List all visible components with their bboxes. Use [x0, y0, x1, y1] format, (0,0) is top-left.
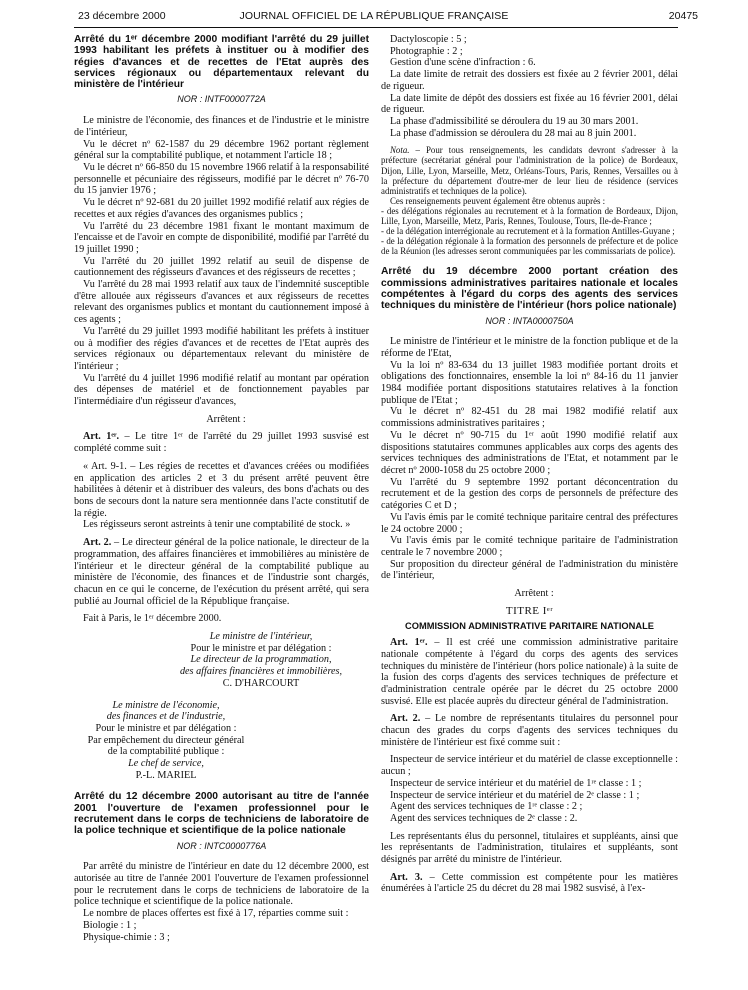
list-item: Agent des services techniques de 2ᵉ classe : 2. — [390, 812, 578, 824]
left-column — [74, 34, 369, 943]
article-quote: « Art. 9-1. – Les régies de recettes et d'avances créées ou modifiées en application des articles 2 et 3 du présent arrêté peuvent être habilitées à détenir et à distribuer des valeurs, des bons d'achats ou des bons de secours dont la nature sera mentionnée dans l'acte constitutif de la régie. — [74, 460, 369, 519]
header-rule — [74, 27, 678, 28]
titre-heading: TITRE Iᵉʳ — [505, 604, 554, 617]
decree-title: Arrêté du 1ᵉʳ décembre 2000 modifiant l'arrêté du 29 juillet 1993 habilitant les préfets à instituer ou à modifier des régies d'avances et de recettes de l'Etat auprès des services régionaux ou départementaux relevant du ministère de l'intérieur — [74, 34, 369, 91]
paragraph: Vu le décret nº 66-850 du 15 novembre 1966 relatif à la responsabilité personnelle et pécuniaire des régisseurs, modifié par le décret nº 76-70 du 15 janvier 1976 ; — [74, 162, 370, 197]
paragraph: Le nombre de places offertes est fixé à 17, réparties comme suit : — [83, 908, 349, 920]
list-item: Biologie : 1 ; — [83, 919, 137, 931]
section-heading: COMMISSION ADMINISTRATIVE PARITAIRE NATIONALE — [405, 621, 654, 632]
paragraph: La date limite de dépôt des dossiers est fixée au 16 février 2001, délai de rigueur. — [381, 92, 678, 116]
nota-list-item: - de la délégation régionale à la formation des personnels de préfecture et de police de la Réunion (les adresses seront communiquées par les commissariats de police). — [381, 236, 678, 257]
paragraph: Vu l'avis émis par le comité technique paritaire de l'administration centrale le 7 novembre 2000 ; — [381, 535, 678, 558]
paragraph: Les représentants élus du personnel, titulaires et suppléants, ainsi que les représentants de l'administration, titulaires et suppléants, sont désignés par arrêté du ministre de l'intérieur. — [381, 830, 678, 866]
paragraph: Le ministre de l'économie, des finances et de l'industrie et le ministre de l'intérieur, — [74, 115, 369, 138]
paragraph: La date limite de retrait des dossiers est fixée au 2 février 2001, délai de rigueur. — [381, 69, 678, 92]
article-3: Art. 3. – Cette commission est compétente pour les matières énumérées à l'article 25 du décret du 28 mai 1982 susvisé, à l'ex- — [381, 871, 678, 895]
signature-line: Pour le ministre et par délégation : — [190, 642, 332, 654]
signature-line: Le chef de service, — [128, 758, 204, 770]
nota-list-item: - des délégations régionales au recrutement et à la formation de Bordeaux, Dijon, Lille, Lyon, Marseille, Metz, Paris, Rennes, Toulouse, Tours, Ile-de-France ; — [381, 205, 678, 226]
paragraph: Sur proposition du directeur général de l'administration du ministère de l'intérieur, — [381, 558, 678, 582]
paragraph: Par arrêté du ministre de l'intérieur en date du 12 décembre 2000, est autorisée au titre de l'année 2001 l'ouverture de l'examen professionnel pour le recrutement dans le corps de techniciens de laboratoire de la police technique et scientifique de la police nationale. — [74, 861, 369, 908]
signature-block-economy — [74, 700, 249, 782]
paragraph: Vu le décret nº 82-451 du 28 mai 1982 modifié relatif aux commissions administratives paritaires ; — [381, 406, 678, 430]
paragraph: Vu le décret nº 92-681 du 20 juillet 1992 modifié relatif aux régies de recettes et aux régies d'avances des organismes publics ; — [74, 197, 369, 220]
signature-block-interior — [74, 631, 369, 690]
paragraph: Vu le décret nº 90-715 du 1ᵉʳ août 1990 modifié relatif aux dispositions statutaires communes applicables aux corps des agents des services techniques des administrations de l'Etat, et notamment par le décret nº 2000-1058 du 25 octobre 2000 ; — [381, 429, 678, 476]
article-1: Art. 1ᵉʳ. – Le titre 1ᵉʳ de l'arrêté du 29 juillet 1993 susvisé est complété comme suit : — [74, 431, 369, 455]
header-journal-title: JOURNAL OFFICIEL DE LA RÉPUBLIQUE FRANÇAISE — [239, 10, 509, 22]
paragraph: Vu l'arrêté du 23 décembre 1981 fixant le montant maximum de l'encaisse et de l'avoir en compte de disponibilité, modifié par l'arrêté du 19 juillet 1990 ; — [74, 220, 369, 255]
paragraph: Vu l'avis émis par le comité technique paritaire central des préfectures le 24 octobre 2000 ; — [381, 511, 678, 535]
arretent-heading: Arrêtent : — [206, 413, 246, 425]
signature-line: de la comptabilité publique : — [107, 746, 225, 758]
paragraph: Vu la loi nº 83-634 du 13 juillet 1983 modifiée portant droits et obligations des fonctionnaires, ensemble la loi nº 84-16 du 11 janvier 1984 modifiée portant dispositions statutaires relatives à la fonction publique de l'Etat ; — [381, 359, 678, 406]
right-column — [381, 34, 678, 895]
signature-line: Pour le ministre et par délégation : — [95, 722, 237, 734]
nota-list-item: - de la délégation interrégionale au recrutement et à la formation Antilles-Guyane ; — [381, 226, 675, 237]
nota-text: Nota. – Pour tous renseignements, les candidats devront s'adresser à la préfecture (secrétariat général pour l'administration de la police) de Bordeaux, Dijon, Lille, Lyon, Marseille, Metz, Orléans-Tours, Paris, Rennes, Versailles ou à la préfecture du département d'outre-mer de leur lieu de résidence (services administratifs et techniques de la police). — [381, 145, 678, 196]
arretent-heading: Arrêtent : — [514, 588, 554, 600]
header-date: 23 décembre 2000 — [78, 10, 166, 22]
article-2: Art. 2. – Le nombre de représentants titulaires du personnel pour chacun des grades du corps d'agents des services techniques du ministère de l'intérieur est fixé comme suit : — [381, 713, 678, 748]
list-item: Photographie : 2 ; — [390, 45, 463, 57]
paragraph: Vu l'arrêté du 4 juillet 1996 modifié relatif au montant par opération des dépenses de matériel et de fonctionnement payables par l'intermédiaire d'un régisseur d'avances, — [74, 372, 369, 408]
paragraph: Vu l'arrêté du 28 mai 1993 relatif aux taux de l'indemnité susceptible d'être allouée aux régisseurs d'avances et aux régisseurs de recettes relevant des organismes publics et montant du cautionnement imposé à ces agents ; — [74, 279, 369, 326]
paragraph: La phase d'admission se déroulera du 28 mai au 8 juin 2001. — [390, 127, 637, 139]
paragraph: Vu l'arrêté du 20 juillet 1992 relatif au seuil de dispense de cautionnement des régisseurs d'avances et des régisseurs de recettes ; — [74, 255, 369, 279]
nota-block — [381, 145, 678, 256]
article-2: Art. 2. – Le directeur général de la police nationale, le directeur de la programmation, des affaires financières et immobilières au ministère de l'intérieur et le directeur général de la comptabilité publique au ministère de l'économie, des finances et de l'industrie sont chargés, chacun en ce qui le concerne, de l'exécution du présent arrêté, qui sera publié au Journal officiel de la République française. — [74, 537, 369, 607]
decree-title: Arrêté du 12 décembre 2000 autorisant au titre de l'année 2001 l'ouverture de l'examen professionnel pour le recrutement dans le corps de techniciens de laboratoire de la police technique et scientifique de la police nationale — [74, 791, 369, 837]
signature-date: Fait à Paris, le 1ᵉʳ décembre 2000. — [83, 613, 222, 625]
paragraph: Le ministre de l'intérieur et le ministre de la fonction publique et de la réforme de l'Etat, — [381, 336, 678, 359]
signature-name: P.-L. MARIEL — [135, 769, 197, 781]
list-item: Inspecteur de service intérieur et du matériel de classe exceptionnelle : aucun ; — [381, 754, 678, 778]
nor-reference: NOR : INTA0000750A — [485, 315, 574, 326]
signature-line: Par empêchement du directeur général — [87, 734, 245, 746]
list-item: Inspecteur de service intérieur et du matériel de 2ᵉ classe : 1 ; — [390, 789, 640, 801]
signature-line: Le directeur de la programmation, — [190, 654, 332, 666]
signature-line: des affaires financières et immobilières, — [179, 666, 343, 678]
signature-line: Le ministre de l'intérieur, — [209, 631, 313, 643]
signature-line: des finances et de l'industrie, — [106, 711, 226, 723]
list-item: Dactyloscopie : 5 ; — [390, 34, 467, 45]
signature-line: Le ministre de l'économie, — [112, 699, 220, 711]
list-item: Physique-chimie : 3 ; — [83, 931, 170, 943]
paragraph: Vu le décret nº 62-1587 du 29 décembre 1962 portant règlement général sur la comptabilité publique, et notamment l'article 18 ; — [74, 138, 369, 162]
decree-title: Arrêté du 19 décembre 2000 portant création des commissions administratives paritaires nationale et locales compétentes à l'égard du corps des agents des services techniques du ministère de l'intérieur (hors police nationale) — [381, 266, 678, 312]
header-page-number: 20475 — [668, 10, 698, 22]
article-quote-end: Les régisseurs seront astreints à tenir une comptabilité de stock. » — [83, 519, 351, 531]
paragraph: Vu l'arrêté du 9 septembre 1992 portant déconcentration du recrutement et de la gestion des corps de personnels de préfecture des catégories C et D ; — [381, 476, 678, 512]
list-item: Inspecteur de service intérieur et du matériel de 1ʳᵉ classe : 1 ; — [390, 777, 642, 789]
list-item: Gestion d'une scène d'infraction : 6. — [390, 57, 536, 69]
page-header — [0, 10, 748, 26]
nor-reference: NOR : INTC0000776A — [176, 840, 267, 851]
paragraph: La phase d'admissibilité se déroulera du 19 au 30 mars 2001. — [390, 115, 639, 127]
nota-text: Ces renseignements peuvent également être obtenus auprès : — [390, 195, 606, 206]
paragraph: Vu l'arrêté du 29 juillet 1993 modifié habilitant les préfets à instituer ou à modifier des régies d'avances et de recettes de l'Etat auprès des services régionaux ou départementaux relevant du ministère de l'intérieur ; — [74, 325, 369, 372]
article-1: Art. 1ᵉʳ. – Il est créé une commission administrative paritaire nationale compétente à l'égard du corps des agents des services techniques du ministère de l'intérieur (hors police nationale) à la suite de la fusion des corps d'agents des services techniques de préfecture et d'administration centrale opérée par le décret du 25 octobre 2000 susvisé. Elle est placée auprès du directeur général de l'administration. — [381, 637, 678, 707]
nor-reference: NOR : INTF0000772A — [177, 94, 266, 105]
list-item: Agent des services techniques de 1ʳᵉ classe : 2 ; — [390, 801, 583, 813]
signature-name: C. D'HARCOURT — [222, 677, 300, 689]
